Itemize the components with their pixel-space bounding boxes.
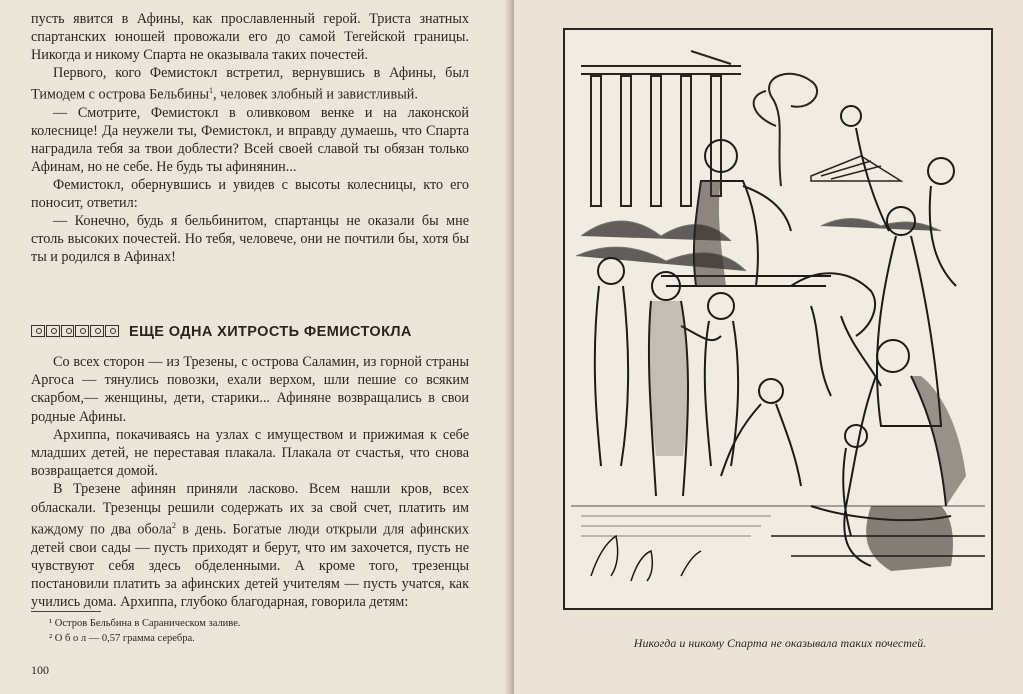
illustration-drawing (571, 36, 985, 602)
chapter-heading: ЕЩЕ ОДНА ХИТРОСТЬ ФЕМИСТОКЛА (129, 324, 412, 340)
footnote-ref: 1 (209, 86, 214, 95)
chapter-heading-row (31, 320, 469, 344)
paragraph: Фемистокл, обернувшись и увидев с высоты колесницы, кто его поносит, ответил: (31, 176, 469, 211)
text-block-top (31, 10, 469, 266)
footnote-divider (31, 611, 101, 612)
paragraph: Со всех сторон — из Трезены, с острова Саламин, из горной страны Аргоса — тянулись повозки, ехали верхом, шли пешие со всяким скарбом,— женщины, дети, старики... Афиняне возвращались в свои родные Афины. (31, 354, 469, 425)
paragraph: Архиппа, покачиваясь на узлах с имуществом и прижимая к себе младших детей, не переставая плакала. Плакала от счастья, что снова возвращается домой. (31, 426, 469, 480)
text-block-bottom (31, 353, 469, 612)
engraving-illustration (563, 28, 993, 610)
paragraph (31, 480, 469, 611)
meander-ornament-icon (31, 325, 119, 339)
paragraph-text: Первого, кого Фемистокл встретил, вернувшись в Афины, был Тимодем с острова Бельбины (31, 65, 469, 103)
paragraph-text: в день. Богатые люди открыли для афинских детей свои сады — пусть приходят и берут, что им захочется, пусть не чувствуют себя здесь обделенными. А кроме того, трезенцы постановили платить за афинских детей учителям — пусть учатся, как учились дома. Архиппа, глубоко благодарная, говорила детям: (31, 521, 469, 611)
paragraph: пусть явится в Афины, как прославленный герой. Триста знатных спартанских юношей провожали его до самой Тегейской границы. Никогда и никому Спарта не оказывала таких почестей. (31, 11, 469, 63)
paragraph-text: , человек злобный и завистливый. (213, 86, 418, 103)
paragraph: — Конечно, будь я бельбинитом, спартанцы не оказали бы мне столь высоких почестей. Но тебя, человече, они не почтили бы, хотя бы ты и родился в Афинах! (31, 212, 469, 265)
paragraph (31, 64, 469, 104)
footnotes (49, 616, 349, 646)
footnote-1: ¹ Остров Бельбина в Сараническом заливе. (49, 618, 241, 629)
paragraph: — Смотрите, Фемистокл в оливковом венке и на лаконской колеснице! Да неужели ты, Фемистокл, и вправду думаешь, что Спарта наградила тебя за твои доблести? Всей своей славой ты обязан только Афинам, но не себе. Не будь ты афинянин... (31, 104, 469, 175)
illustration-caption: Никогда и никому Спарта не оказывала таких почестей. (633, 636, 927, 650)
footnote-2: ² О б о л — 0,57 грамма серебра. (49, 633, 195, 644)
footnote-ref: 2 (171, 520, 176, 530)
paragraph-text: В Трезене афинян приняли ласково. Всем нашли кров, всех обласкали. Трезенцы решили содержать их за свой счет, платить им каждому по два обола (31, 481, 469, 538)
page-number: 100 (31, 663, 49, 677)
